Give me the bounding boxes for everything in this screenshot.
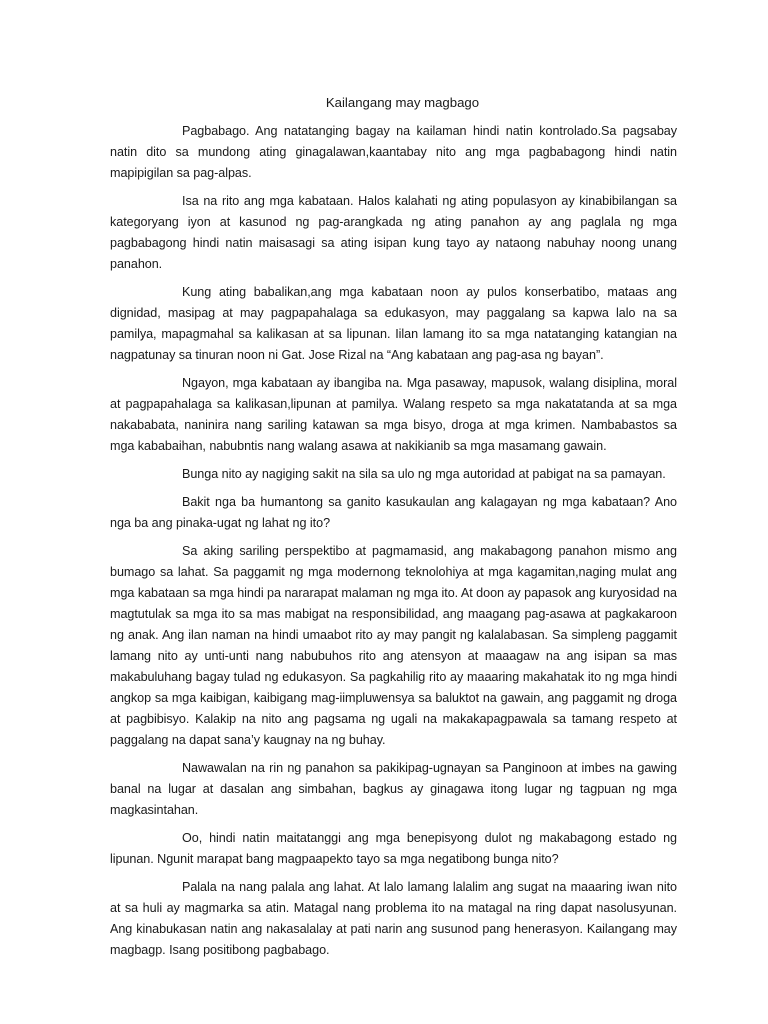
document-body: [110, 94, 677, 968]
paragraph-4: Ngayon, mga kabataan ay ibangiba na. Mga pasaway, mapusok, walang disiplina, moral at pagpapahalaga sa kalikasan,lipunan at pamilya. Walang respeto sa mga nakatatanda at sa mga nakababata, naninira nang sariling katawan sa mga bisyo, droga at mga krimen. Nambabastos sa mga kababaihan, nabubntis nang walang asawa at nakikianib sa mga masamang gawain.: [110, 376, 677, 453]
paragraph-5: Bunga nito ay nagiging sakit na sila sa ulo ng mga autoridad at pabigat na sa pamayan.: [182, 467, 666, 481]
paragraph-10: Palala na nang palala ang lahat. At lalo lamang lalalim ang sugat na maaaring iwan nito at sa huli ay magmarka sa atin. Matagal nang problema ito na matagal na ring dapat nasolusyunan. Ang kinabukasan natin ang nakasalalay at pati narin ang susunod pang henerasyon. Kailangang may magbagp. Isang positibong pagbabago.: [110, 880, 677, 957]
paragraph-2: Isa na rito ang mga kabataan. Halos kalahati ng ating populasyon ay kinabibilangan sa kategoryang iyon at kasunod ng pag-arangkada ng ating panahon ay ang paglala ng mga pagbabagong hindi natin maisasagi sa ating isipan kung tayo ay nataong nabuhay noong unang panahon.: [110, 194, 677, 271]
document-title: Kailangang may magbago: [325, 95, 480, 110]
paragraph-1: Pagbabago. Ang natatanging bagay na kailaman hindi natin kontrolado.Sa pagsabay natin dito sa mundong ating ginagalawan,kaantabay nito ang mga pagbabagong hindi natin mapipigilan sa pag-alpas.: [110, 124, 677, 180]
paragraph-6: Bakit nga ba humantong sa ganito kasukaulan ang kalagayan ng mga kabataan? Ano nga ba ang pinaka-ugat ng lahat ng ito?: [110, 495, 677, 530]
paragraph-9: Oo, hindi natin maitatanggi ang mga benepisyong dulot ng makabagong estado ng lipunan. Ngunit marapat bang magpaapekto tayo sa mga negatibong bunga nito?: [110, 831, 677, 866]
paragraph-8: Nawawalan na rin ng panahon sa pakikipag-ugnayan sa Panginoon at imbes na gawing banal na lugar at dasalan ang simbahan, bagkus ay ginagawa itong lugar ng tagpuan ng mga magkasintahan.: [110, 761, 677, 817]
paragraph-7: Sa aking sariling perspektibo at pagmamasid, ang makabagong panahon mismo ang bumago sa lahat. Sa paggamit ng mga modernong teknolohiya at mga kagamitan,naging mulat ang mga kabataan sa mga hindi pa nararapat malaman ng mga ito. At doon ay papasok ang kuryosidad na magtutulak sa mga ito sa mas mabigat na responsibilidad, ang maagang pag-asawa at pagkakaroon ng anak. Ang ilan naman na hindi umaabot rito ay may pangit ng kalalabasan. Sa simpleng paggamit lamang nito ay unti-unti nang nabubuhos rito ang atensyon at maaagaw na ang isipan sa mas makabuluhang bagay tulad ng edukasyon. Sa pagkahilig rito ay maaaring makahatak ito ng mga hindi angkop sa mga kaibigan, kaibigang mag-iimpluwensya sa baluktot na gawain, ang paggamit ng droga at pagbibisyo. Kalakip na nito ang pagsama ng ugali na makakapagpawala sa tamang respeto at paggalang na dapat sana’y kaugnay na ng buhay.: [110, 544, 677, 747]
paragraph-3: Kung ating babalikan,ang mga kabataan noon ay pulos konserbatibo, mataas ang dignidad, masipag at may pagpapahalaga sa edukasyon, may paggalang sa kapwa lalo na sa pamilya, mapagmahal sa kalikasan at sa lipunan. Iilan lamang ito sa mga natatanging katangian na nagpatunay sa tinuran noon ni Gat. Jose Rizal na “Ang kabataan ang pag-asa ng bayan”.: [110, 285, 677, 362]
